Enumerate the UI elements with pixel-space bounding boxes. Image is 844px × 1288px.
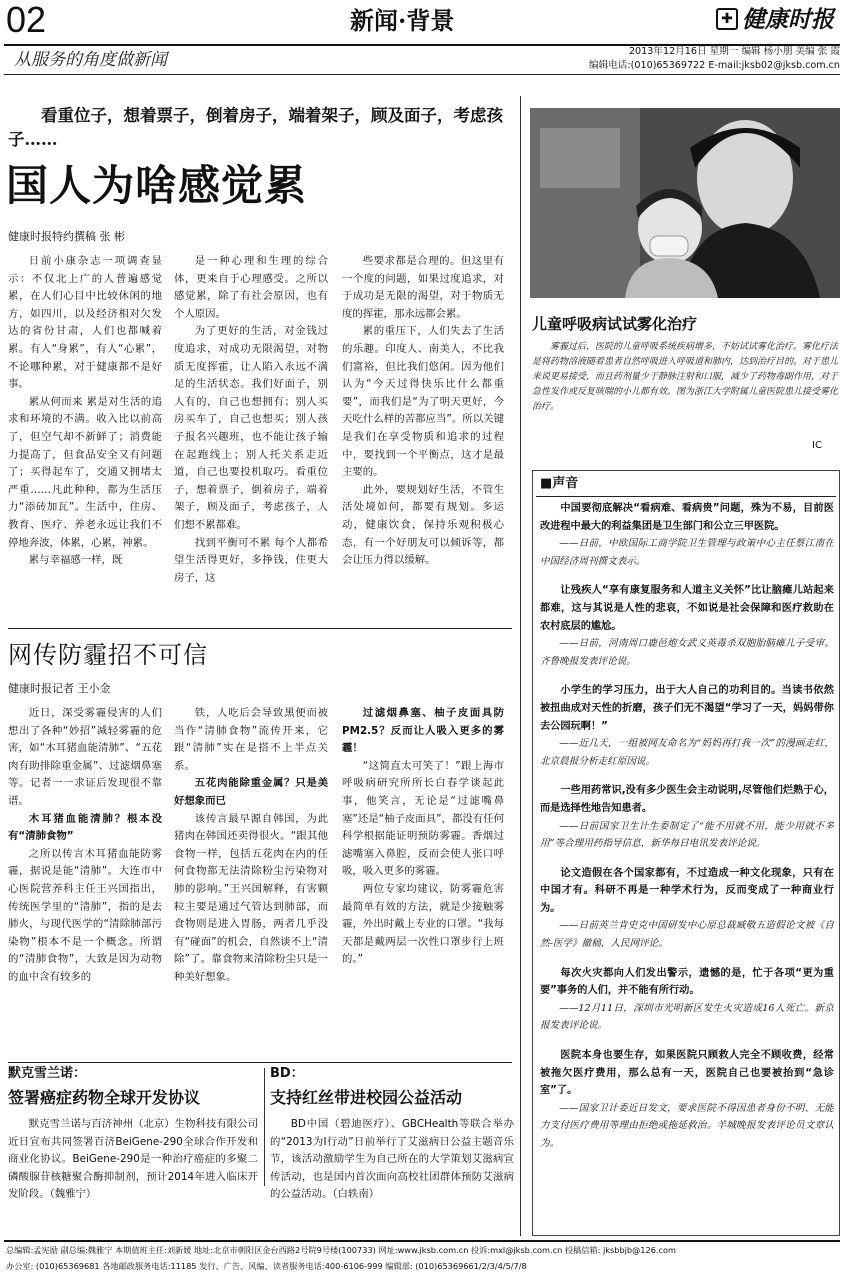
voice-quote: 一些用药常识,没有多少医生会主动说明,尽管他们烂熟于心，而是选择性地告知患者。 bbox=[540, 785, 834, 814]
logo-emblem-icon: ✚ bbox=[716, 8, 738, 30]
voices-list bbox=[540, 500, 834, 1232]
smog-column-2 bbox=[174, 705, 328, 1057]
voice-source: ——12月11日，深圳市光明新区发生火灾造成16人死亡。新京报发表评论说。 bbox=[540, 1002, 834, 1032]
paragraph: 累从何而来 累是对生活的追求和环境的不满。收入比以前高了，但空气却不新鲜了；消费能力提高了，但食品安全又有问题了；买得起车了，交通又拥堵太严重……凡此种种，都为生活压力“添砖加瓦”。生活中，住房、教育、医疗、养老永远让我们不停地奔波，体累，心累，神累。 bbox=[8, 395, 162, 549]
voice-quote: 论文造假在各个国家都有，不过造成一种文化现象，只有在中国才有。科研不再是一种学术行为，反而变成了一种商业行为。 bbox=[540, 867, 834, 914]
logo-text: 健康时报 bbox=[742, 6, 834, 33]
section-title: 新闻·背景 bbox=[350, 6, 455, 35]
footer-line-2: 办公室: (010)65369681 各地邮政服务电话:11185 发行、广告、风编、读者服务电话:400-6106-999 编辑部: (010)65369661/2/3/4/5/7/8 bbox=[6, 1261, 527, 1271]
brief-2 bbox=[270, 1064, 514, 1216]
voice-item bbox=[540, 582, 834, 670]
paragraph: 日前小康杂志一项调查显示：不仅北上广的人普遍感觉累，在人们心目中比较休闲的地方，如四川，以及经济相对欠发达的省份甘肃，人们也都喊着累。有人“身累”，有人“心累”，不论哪种累，对于健康都不是好事。 bbox=[8, 255, 162, 391]
brief-body bbox=[270, 1116, 514, 1216]
news-photo bbox=[530, 108, 840, 298]
paragraph: 该传言最早源自韩国，为此猪肉在韩国还卖得很火。“跟其他食物一样，包括五花肉在内的任何食物都无法清除粉尘污染物对肺的影响。”王兴国解释，有害颗粒主要是通过气管达到肺部，而食物则是进入胃肠，两者几乎没有“碰面”的机会，自然谈不上“清除”了。靠食物来清除粉尘只是一种美好想象。 bbox=[174, 812, 328, 983]
voice-quote: 中国要彻底解决“看病难、看病贵”问题，殊为不易，目前医改进程中最大的利益集团是卫生部门和公立三甲医院。 bbox=[540, 503, 834, 532]
smog-column-3 bbox=[342, 705, 504, 1057]
brief-text: BD中国（碧迪医疗）、GBCHealth等联合举办的“2013为I行动”日前举行了艾滋病日公益主题音乐节，该活动激励学生为自己所在的大学策划艾滋病宣传活动，也是国内首次面向高校社团群体预防艾滋病的公益活动。 bbox=[270, 1118, 514, 1201]
editor-phone: 编辑电话:(010)65369722 E-mail:jksb02@jksb.com.cn bbox=[589, 60, 840, 71]
date-line: 2013年12月16日 星期一 编辑 杨小朋 美编 张 霞 bbox=[628, 46, 840, 57]
paragraph: 是一种心理和生理的综合体，更来自于心理感受。之所以感觉累，除了有社会原因，也有个人原因。 bbox=[174, 255, 328, 320]
paragraph: 些要求都是合理的。但这里有一个度的问题，如果过度追求，对于成功是无限的渴望，对于物质无度的挥霍，那永远都会累。 bbox=[342, 255, 504, 320]
caption-text: 雾霾过后，医院的儿童呼吸系统疾病增多，不妨试试雾化治疗。雾化疗法是将药物溶液随着患者自然呼吸进入呼吸道和肺内，达到治疗目的。对于患儿来说更易接受，而且药剂量少于静脉注射和口服，减少了药物毒副作用，对于急性发作或反复咳喘的小儿都有效。图为浙江大学附属儿童医院患儿接受雾化治疗。 bbox=[532, 342, 839, 412]
photo-caption bbox=[532, 340, 838, 415]
paragraph: 两位专家均建议，防雾霾危害最简单有效的方法，就是少接触雾霾，外出时戴上专业的口罩。“我每天都是戴两层一次性口罩步行上班的。” bbox=[342, 882, 504, 966]
subhead: 过滤烟鼻塞、柚子皮面具防PM2.5？反而让人吸入更多的雾霾！ bbox=[342, 707, 504, 755]
subhead: 五花肉能除重金属？只是美好想象而已 bbox=[174, 777, 328, 807]
paragraph: 此外，要规划好生活，不管生活处境如何，都要有规划。多运动，健康饮食，保持乐观积极心态，有一个好朋友可以倾诉等，都会让压力得以缓解。 bbox=[342, 483, 504, 567]
voice-source: ——日前英兰肯史克中国研发中心原总裁臧敬五造假论文被《自然-医学》撤稿，人民网评论。 bbox=[540, 920, 834, 950]
paragraph: 近日，深受雾霾侵害的人们想出了各种“妙招”减轻雾霾的危害，如“木耳猪血能清肺”、“五花肉有助排除重金属”、过滤烟鼻塞等。记者一一求证后发现很不靠谱。 bbox=[8, 707, 162, 807]
photo-credit: IC bbox=[812, 440, 822, 451]
paragraph: 找到平衡可不累 每个人都希望生活得更好，多挣钱，住更大房子，这 bbox=[174, 536, 328, 584]
voice-quote: 每次火灾都向人们发出警示，遗憾的是，忙于各项“更为重要”事务的人们，并不能有所行动。 bbox=[540, 967, 834, 997]
slogan: 从服务的角度做新闻 bbox=[14, 50, 167, 70]
voice-source: ——日前国家卫生计生委制定了“能不用就不用，能少用就不多用”等合理用药指导信息，新华每日电讯发表评论说。 bbox=[540, 820, 834, 850]
page-number: 02 bbox=[6, 0, 47, 40]
brief-kicker: 默克雪兰诺： bbox=[8, 1066, 87, 1081]
brief-body bbox=[8, 1116, 258, 1216]
paragraph: 铁，人吃后会导致黑便而被当作“清肺食物”流传开来，它跟“清肺”实在是搭不上半点关系。 bbox=[174, 707, 328, 772]
brief-1 bbox=[8, 1064, 258, 1216]
voice-item bbox=[540, 782, 834, 852]
lead-byline: 健康时报特约撰稿 张 彬 bbox=[8, 230, 125, 243]
voice-item bbox=[540, 1047, 834, 1153]
voice-quote: 小学生的学习压力，出于大人自己的功利目的。当读书依然被扭曲成对天性的折磨，孩子们无不渴望“学习了一天，妈妈带你去公园玩啊！” bbox=[540, 685, 834, 732]
voice-quote: 医院本身也要生存，如果医院只顾救人完全不顾收费，经常被拖欠医疗费用，那么总有一天，医院自己也要被抬到“急诊室”了。 bbox=[540, 1050, 834, 1097]
lead-column-2 bbox=[174, 253, 328, 621]
voices-title: ■声音 bbox=[540, 476, 579, 491]
newspaper-logo bbox=[716, 4, 840, 38]
paragraph: 累的重压下，人们失去了生活的乐趣。印度人、南美人，不比我们富裕，但比我们悠闲。因为他们认为“今天过得快乐比什么都重要”，而我们是“为了明天更好，今天吃什么样的苦都应当”。所以关键是我们在享受物质和追求的过程中，要找到一个平衡点，这才是最主要的。 bbox=[342, 325, 504, 479]
paragraph: 累与幸福感一样，既 bbox=[28, 554, 123, 567]
smog-byline: 健康时报记者 王小金 bbox=[8, 682, 111, 695]
lead-kicker: 看重位子，想着票子，倒着房子，端着架子，顾及面子，考虑孩子…… bbox=[8, 106, 503, 149]
paragraph: 之所以传言木耳猪血能防雾霾，据说是能“清肺”。大连市中心医院营养科主任王兴国指出，传统医学里的“清肺”，指的是去肺火，与现代医学的“清除肺部污染物”根本不是一个概念。所谓的“清肺食物”，大致是因为动物的血中含有较多的 bbox=[8, 847, 162, 983]
brief-author: （魏雅宁） bbox=[49, 1188, 97, 1201]
voice-item bbox=[540, 965, 834, 1035]
paragraph: 为了更好的生活，对金钱过度追求，对成功无限渴望，对物质无度挥霍，让人陷入永远不满足的生活状态。我们好面子，别人有的，自己也想拥有；别人买房买车了，自己也想买；别人孩子报名兴趣班，也不能让孩子输在起跑线上；别人托关系走近道，自己也要投机取巧。看重位子，想着票子，倒着房子，端着架子，顾及面子，考虑孩子，人们想不累都难。 bbox=[174, 325, 328, 531]
voice-source: ——国家卫计委近日发文，要求医院不得因患者身份不明、无能力支付医疗费用等理由拒绝或拖延救治。羊城晚报发表评论员文章认为。 bbox=[540, 1102, 834, 1149]
voice-source: ——日前，河南周口鹿邑炮女武义英毒杀双胞胎脑瘫儿子受审。齐鲁晚报发表评论说。 bbox=[540, 638, 834, 667]
voice-item bbox=[540, 682, 834, 770]
footer-line-1: 总编辑:孟宪励 副总编:魏雅宁 本期值班主任:刘新媛 地址:北京市朝阳区金台西路2号院9号楼(100733) 网址:www.jksb.com.cn 投诉:mxl@jksb.com.cn 投稿信箱: jksbbjb@126.com bbox=[6, 1245, 677, 1255]
brief-headline: 支持红丝带进校园公益活动 bbox=[270, 1088, 463, 1107]
voice-item bbox=[540, 865, 834, 953]
smog-headline: 网传防霾招不可信 bbox=[8, 641, 208, 669]
brief-text: 默克雪兰诺与百济神州（北京）生物科技有限公司近日宣布共同签署百济BeiGene-290全球合作开发和商业化协议。BeiGene-290是一种治疗癌症的多聚二磷酸腺苷核糖聚合酶抑制剂，预计2014年进入临床开发阶段。 bbox=[8, 1118, 258, 1201]
lead-column-1 bbox=[8, 253, 162, 621]
brief-author: （白轶南） bbox=[332, 1188, 380, 1201]
paragraph: “这简直太可笑了！”跟上海市呼吸病研究所所长白春学谈起此事，他笑言，无论是“过滤嘴鼻塞”还是“柚子皮面具”，都没有任何科学根据能证明预防雾霾。香烟过滤嘴塞入鼻腔，反而会使人张口呼吸，吸入更多的雾霾。 bbox=[342, 759, 504, 878]
photo-illustration bbox=[530, 108, 840, 298]
photo-headline: 儿童呼吸病试试雾化治疗 bbox=[532, 315, 698, 333]
brief-headline: 签署癌症药物全球开发协议 bbox=[8, 1088, 201, 1107]
voice-source: ——近几天，一组被网友命名为“妈妈再打我一次”的漫画走红，北京晨报分析走红原因说。 bbox=[540, 738, 834, 767]
subhead: 木耳猪血能清肺？根本没有“清肺食物” bbox=[8, 812, 162, 843]
voice-source: ——日前，中欧国际工商学院卫生管理与政策中心主任蔡江南在中国经济周刊撰文表示。 bbox=[540, 538, 834, 567]
smog-column-1 bbox=[8, 705, 162, 1057]
brief-kicker: BD： bbox=[270, 1066, 304, 1081]
voice-quote: 让残疾人“享有康复服务和人道主义关怀”比让脑瘫儿站起来都难，这与其说是人性的悲哀，不如说是社会保障和医疗救助在农村底层的尴尬。 bbox=[540, 585, 834, 632]
lead-headline: 国人为啥感觉累 bbox=[6, 161, 308, 210]
lead-column-3 bbox=[342, 253, 504, 621]
voice-item bbox=[540, 500, 834, 570]
